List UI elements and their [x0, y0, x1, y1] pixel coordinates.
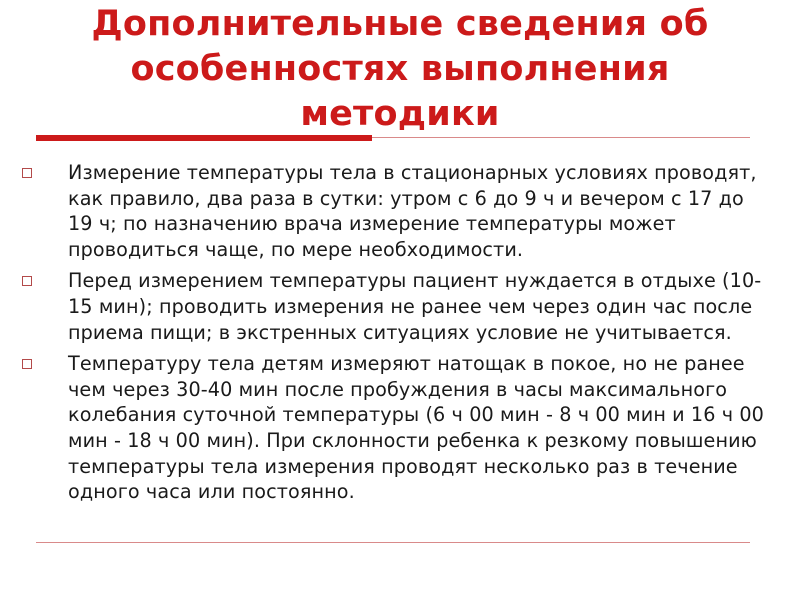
- title-underline-accent: [36, 135, 372, 141]
- hollow-square-bullet-icon: [22, 276, 32, 286]
- list-item: [20, 268, 770, 345]
- bullet-text: Измерение температуры тела в стационарных условиях проводят, как правило, два раза в сутки: утром с 6 до 9 ч и вечером с 17 до 19 ч; по назначению врача измерение температуры может проводиться чаще, по мере необходимости.: [68, 161, 757, 261]
- title-underline-thin: [372, 137, 750, 138]
- footer-rule: [36, 542, 750, 543]
- bullet-text: Температуру тела детям измеряют натощак в покое, но не ранее чем через 30-40 мин после пробуждения в часы максимального колебания суточной температуры (6 ч 00 мин - 8 ч 00 мин и 16 ч 00 мин - 18 ч 00 мин). При склонности ребенка к резкому повышению температуры тела измерения проводят несколько раз в течение одного часа или постоянно.: [68, 352, 764, 504]
- list-item: [20, 351, 770, 505]
- bullet-list: [20, 160, 770, 511]
- bullet-text: Перед измерением температуры пациент нуждается в отдыхе (10-15 мин); проводить измерения не ранее чем через один час после приема пищи; в экстренных ситуациях условие не учитывается.: [68, 269, 762, 344]
- hollow-square-bullet-icon: [22, 359, 32, 369]
- title-underline: [36, 135, 750, 141]
- list-item: [20, 160, 770, 262]
- slide-title: Дополнительные сведения об особенностях выполнения методики: [91, 4, 709, 134]
- hollow-square-bullet-icon: [22, 168, 32, 178]
